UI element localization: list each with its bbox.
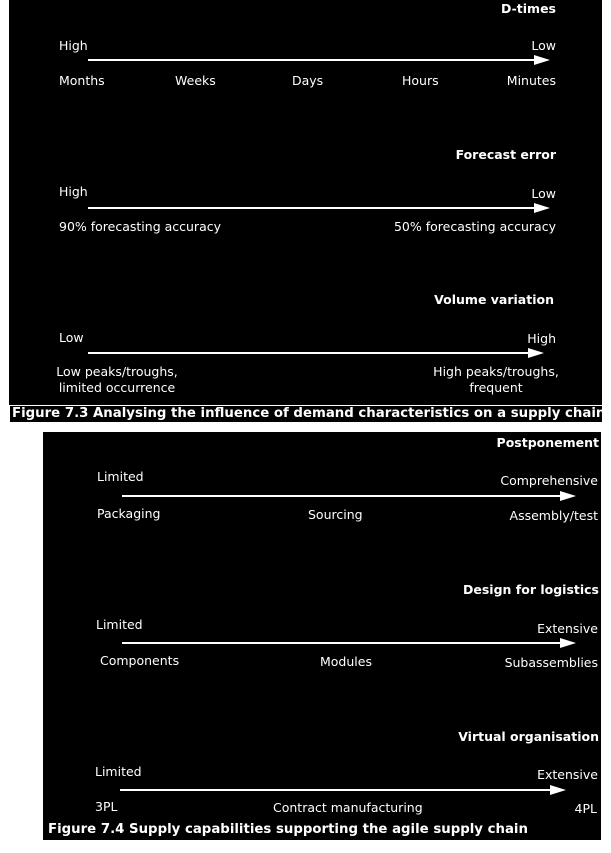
forecast-error-title: Forecast error xyxy=(455,147,556,162)
postponement-title: Postponement xyxy=(496,435,599,450)
dtimes-scale-hours: Hours xyxy=(402,73,439,88)
figure-7-3-caption: Figure 7.3 Analysing the influence of demand characteristics on a supply chain xyxy=(12,406,606,421)
design-extensive-label: Extensive xyxy=(537,621,598,636)
virtual-limited-label: Limited xyxy=(95,764,142,779)
design-limited-label: Limited xyxy=(96,617,143,632)
virtual-4pl: 4PL xyxy=(574,801,597,816)
design-modules: Modules xyxy=(320,654,372,669)
design-arrow xyxy=(122,638,576,648)
dtimes-low-label: Low xyxy=(531,38,556,53)
dtimes-title: D-times xyxy=(501,1,556,16)
forecast-low-label: Low xyxy=(531,186,556,201)
virtual-contract-manufacturing: Contract manufacturing xyxy=(273,800,423,815)
postponement-comprehensive-label: Comprehensive xyxy=(500,473,598,488)
virtual-extensive-label: Extensive xyxy=(537,767,598,782)
dtimes-arrow xyxy=(88,55,550,65)
virtual-arrow xyxy=(120,785,566,795)
volume-low-label: Low xyxy=(59,330,84,345)
design-components: Components xyxy=(100,653,180,668)
forecast-accuracy-left: 90% forecasting accuracy xyxy=(59,219,222,234)
forecast-arrow xyxy=(88,203,550,213)
virtual-3pl: 3PL xyxy=(95,799,118,814)
postponement-arrow xyxy=(122,491,576,501)
figure-7-4-panel xyxy=(43,432,601,840)
design-for-logistics-title: Design for logistics xyxy=(463,582,599,597)
design-subassemblies: Subassemblies xyxy=(504,655,598,670)
postponement-sourcing: Sourcing xyxy=(308,507,363,522)
postponement-limited-label: Limited xyxy=(97,469,144,484)
dtimes-scale-months: Months xyxy=(59,73,105,88)
dtimes-scale-weeks: Weeks xyxy=(175,73,216,88)
volume-high-label: High xyxy=(527,331,556,346)
forecast-accuracy-right: 50% forecasting accuracy xyxy=(393,219,556,234)
volume-right-desc-line2: frequent xyxy=(469,380,523,395)
dtimes-scale-days: Days xyxy=(292,73,324,88)
postponement-assembly-test: Assembly/test xyxy=(509,508,598,523)
volume-left-desc-line2: limited occurrence xyxy=(58,380,176,395)
figure-7-4-caption: Figure 7.4 Supply capabilities supporting the agile supply chain xyxy=(48,822,528,837)
volume-arrow xyxy=(88,348,544,358)
dtimes-scale-minutes: Minutes xyxy=(506,73,556,88)
dtimes-high-label: High xyxy=(59,38,88,53)
virtual-organisation-title: Virtual organisation xyxy=(458,729,599,744)
postponement-packaging: Packaging xyxy=(97,506,161,521)
forecast-high-label: High xyxy=(59,184,88,199)
volume-right-desc-line1: High peaks/troughs, xyxy=(433,364,559,379)
figure-7-3-panel xyxy=(9,0,602,405)
volume-left-desc-line1: Low peaks/troughs, xyxy=(56,364,178,379)
volume-variation-title: Volume variation xyxy=(434,292,554,307)
